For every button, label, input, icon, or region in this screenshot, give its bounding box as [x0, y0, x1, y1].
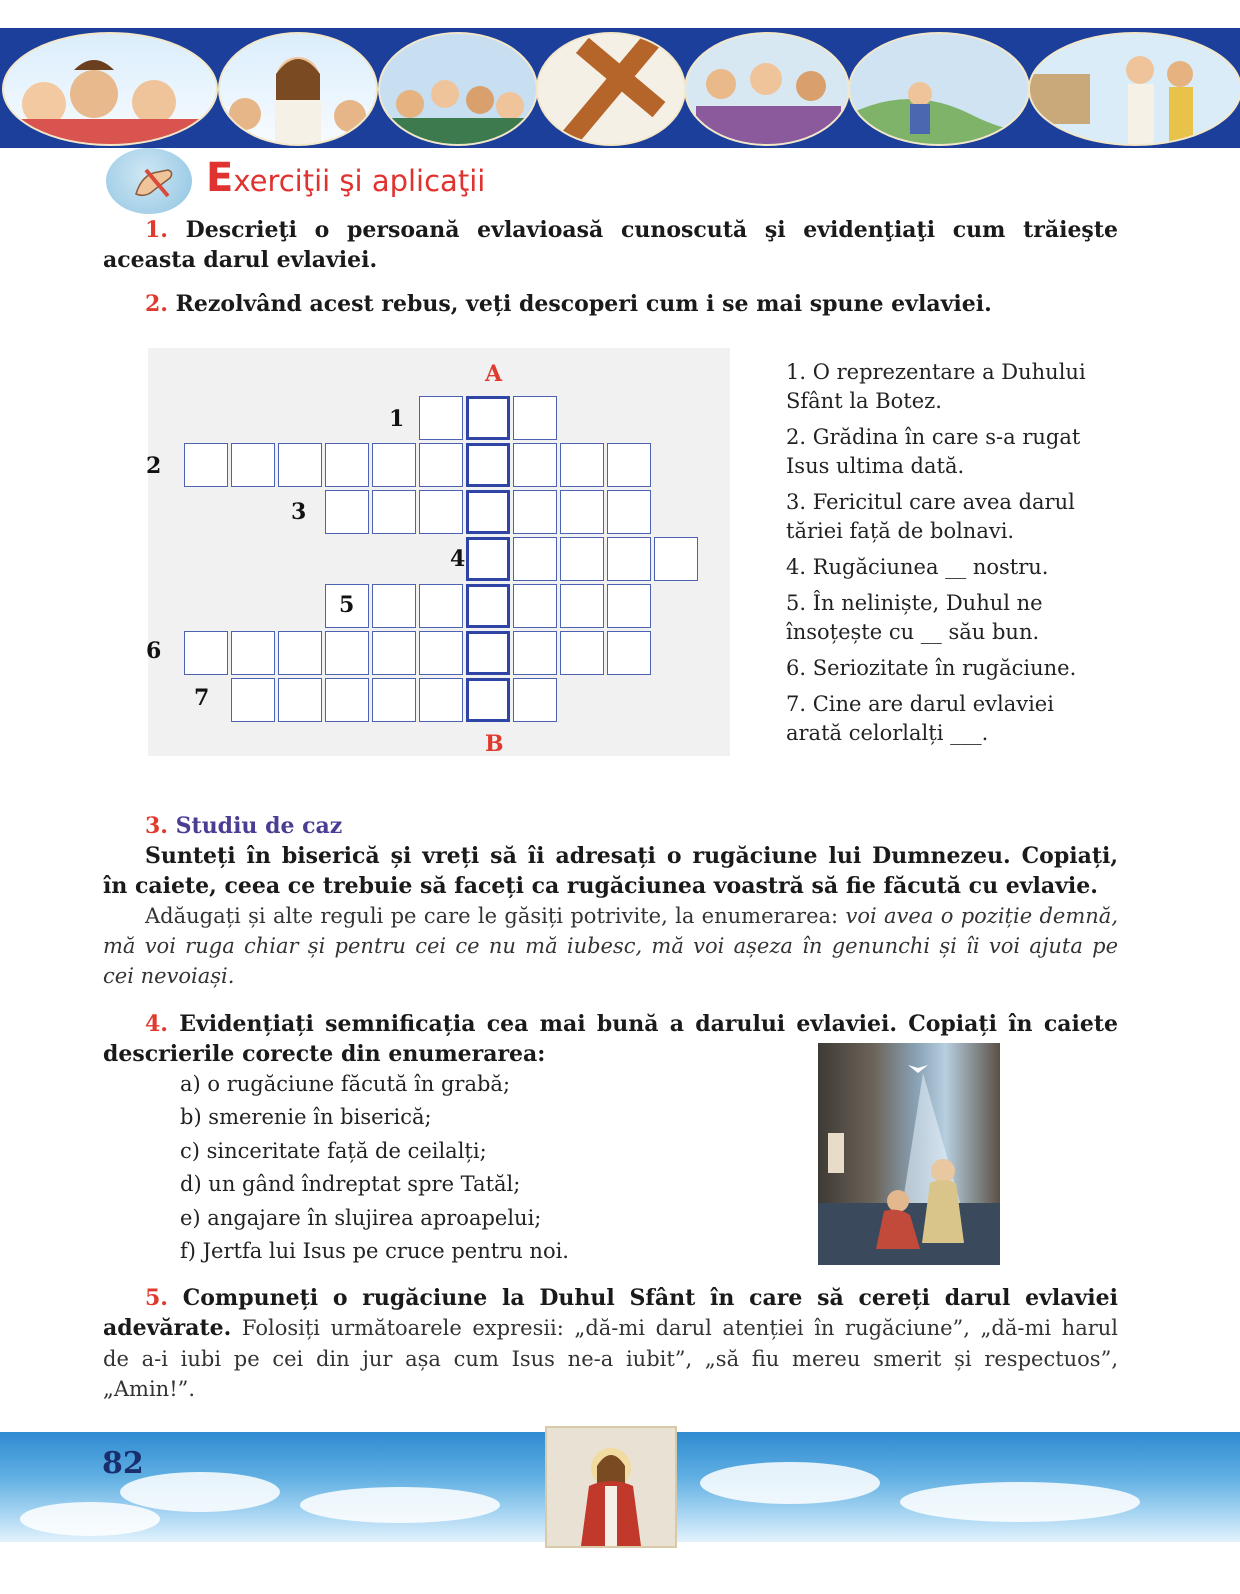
- crossword-cell[interactable]: [607, 584, 651, 628]
- clue-1: [786, 358, 1106, 416]
- clue-5-line-2: însoțește cu __ său bun.: [786, 620, 1040, 644]
- exercise-5-line-3: de a-i iubi pe cei din jur așa cum Isus ne-a iubit”, „să fiu mereu smerit și respectuos”,: [103, 1347, 1118, 1371]
- clue-7-line-1: 7. Cine are darul evlaviei: [786, 692, 1054, 716]
- exercise-5-line-4: „Amin!”.: [103, 1377, 196, 1401]
- section-title-initial: E: [206, 155, 234, 201]
- crossword-clues: [786, 358, 1106, 755]
- crossword-letter-b: B: [485, 731, 504, 757]
- crossword-cell[interactable]: [607, 631, 651, 675]
- section-title-rest: xerciţii şi aplicaţii: [233, 164, 486, 198]
- crossword-cell[interactable]: [560, 584, 604, 628]
- section-title: [206, 155, 485, 201]
- disciples-walking-illustration: [1028, 32, 1240, 146]
- exercise-5-number: 5.: [145, 1285, 168, 1311]
- exercise-4-number: 4.: [145, 1011, 168, 1037]
- exercise-3-italic-2: mă voi ruga chiar și pentru cei ce nu mă iubesc, mă voi așeza în genunchi și îi voi ajuta pe: [103, 934, 1118, 958]
- crossword-cell[interactable]: [372, 490, 416, 534]
- exercise-1-line-2: aceasta darul evlaviei.: [103, 247, 378, 273]
- crossword-number-4: 4: [450, 546, 466, 572]
- crossword-key-cell[interactable]: [466, 584, 510, 628]
- exercise-3-number: 3.: [145, 813, 168, 839]
- crossword-cell[interactable]: [513, 396, 557, 440]
- crossword-cell[interactable]: [372, 678, 416, 722]
- exercise-5-line-2-rest: Folosiți următoarele expresii: „dă-mi darul atenției în rugăciune”, „dă-mi harul: [231, 1316, 1118, 1340]
- clue-4: [786, 553, 1106, 582]
- crowd-illustration: [378, 32, 538, 146]
- exercise-2-text: Rezolvând acest rebus, veți descoperi cum i se mai spune evlaviei.: [175, 291, 992, 317]
- crossword-number-1: 1: [389, 406, 405, 432]
- clue-7-line-2: arată celorlalți ___.: [786, 721, 989, 745]
- crossword-number-2: 2: [146, 453, 162, 479]
- jesus-with-children-illustration: [218, 32, 378, 146]
- clue-5: [786, 589, 1106, 647]
- crossword-cell[interactable]: [419, 678, 463, 722]
- crossword-cell[interactable]: [184, 443, 228, 487]
- exercise-3-bold-line-1: Sunteți în biserică și vreți să îi adresați o rugăciune lui Dumnezeu. Copiați,: [145, 843, 1118, 869]
- crossword-cell[interactable]: [278, 678, 322, 722]
- exercise-4-option-f: f) Jertfa lui Isus pe cruce pentru noi.: [180, 1239, 569, 1263]
- exercise-2-number: 2.: [145, 291, 168, 317]
- cross-illustration: [536, 32, 686, 146]
- crossword-cell[interactable]: [278, 443, 322, 487]
- crossword-key-cell[interactable]: [466, 443, 510, 487]
- exercise-1: [103, 215, 1118, 275]
- crossword-cell[interactable]: [325, 678, 369, 722]
- crossword-cell[interactable]: [231, 443, 275, 487]
- crossword-number-3: 3: [291, 499, 307, 525]
- crossword-cell[interactable]: [419, 631, 463, 675]
- exercise-5-bold-line-2: adevărate.: [103, 1315, 232, 1341]
- crossword-cell[interactable]: [560, 537, 604, 581]
- crossword-cell[interactable]: [513, 490, 557, 534]
- crossword-letter-a: A: [485, 361, 503, 387]
- crossword-cell[interactable]: [419, 584, 463, 628]
- crossword-cell[interactable]: [372, 584, 416, 628]
- exercise-3-title: Studiu de caz: [175, 813, 343, 839]
- page-number: 82: [102, 1446, 144, 1481]
- crossword-cell[interactable]: [513, 584, 557, 628]
- exercise-5: [103, 1283, 1118, 1404]
- crossword-key-cell[interactable]: [466, 396, 510, 440]
- clue-6: [786, 654, 1106, 683]
- clue-2: [786, 423, 1106, 481]
- exercise-3-bold-line-2: în caiete, ceea ce trebuie să faceți ca rugăciunea voastră să fie făcută cu evlavie.: [103, 873, 1098, 899]
- crossword-cell[interactable]: [372, 631, 416, 675]
- clue-3-line-2: tăriei față de bolnavi.: [786, 519, 1015, 543]
- crossword-number-5: 5: [339, 592, 355, 618]
- crossword-cell[interactable]: [231, 631, 275, 675]
- crossword-cell[interactable]: [325, 631, 369, 675]
- landscape-illustration: [848, 32, 1030, 146]
- exercise-3-normal-text: Adăugați și alte reguli pe care le găsiți potrivite, la enumerarea:: [145, 904, 846, 928]
- clue-2-line-2: Isus ultima dată.: [786, 454, 965, 478]
- exercise-1-number: 1.: [145, 217, 168, 243]
- last-supper-illustration: [684, 32, 850, 146]
- exercise-3: [103, 811, 1118, 991]
- crossword-cell[interactable]: [654, 537, 698, 581]
- clue-1-line-2: Sfânt la Botez.: [786, 389, 942, 413]
- crossword-cell[interactable]: [607, 490, 651, 534]
- crossword-cell[interactable]: [560, 631, 604, 675]
- clue-3: [786, 488, 1106, 546]
- crossword-cell[interactable]: [560, 443, 604, 487]
- exercise-4-option-c: c) sinceritate față de ceilalți;: [180, 1139, 487, 1163]
- exercise-3-italic-3: cei nevoiași.: [103, 964, 235, 988]
- crossword-cell[interactable]: [607, 537, 651, 581]
- exercise-2: [103, 289, 1118, 319]
- crossword-number-6: 6: [146, 638, 162, 664]
- exercise-3-italic-1: voi avea o poziție demnă,: [845, 904, 1118, 928]
- crossword-cell[interactable]: [419, 490, 463, 534]
- clue-3-line-1: 3. Fericitul care avea darul: [786, 490, 1075, 514]
- clue-4-line-1: 4. Rugăciunea __ nostru.: [786, 555, 1049, 579]
- crossword-cell[interactable]: [513, 678, 557, 722]
- exercise-4-option-a: a) o rugăciune făcută în grabă;: [180, 1072, 511, 1096]
- crossword-cell[interactable]: [372, 443, 416, 487]
- hand-writing-icon: [106, 148, 192, 214]
- crossword-cell[interactable]: [278, 631, 322, 675]
- clue-2-line-1: 2. Grădina în care s-a rugat: [786, 425, 1081, 449]
- crossword-number-7: 7: [194, 685, 210, 711]
- children-illustration: [2, 32, 218, 146]
- crossword-key-cell[interactable]: [466, 631, 510, 675]
- clue-1-line-1: 1. O reprezentare a Duhului: [786, 360, 1086, 384]
- top-illustration-banner: [0, 28, 1240, 148]
- crossword-cell[interactable]: [325, 490, 369, 534]
- clue-6-line-1: 6. Seriozitate în rugăciune.: [786, 656, 1077, 680]
- crossword-cell[interactable]: [513, 631, 557, 675]
- prayer-illustration: [818, 1043, 1000, 1265]
- crossword-cell[interactable]: [513, 443, 557, 487]
- exercise-4-option-e: e) angajare în slujirea aproapelui;: [180, 1206, 542, 1230]
- crossword-cell[interactable]: [419, 443, 463, 487]
- crossword-cell[interactable]: [231, 678, 275, 722]
- exercise-4-line-2: descrierile corecte din enumerarea:: [103, 1041, 546, 1067]
- crossword-cell[interactable]: [560, 490, 604, 534]
- crossword-cell[interactable]: [513, 537, 557, 581]
- crossword-key-cell[interactable]: [466, 678, 510, 722]
- clue-7: [786, 690, 1106, 748]
- exercise-4-option-b: b) smerenie în biserică;: [180, 1105, 432, 1129]
- crossword-cell[interactable]: [607, 443, 651, 487]
- crossword-cell[interactable]: [184, 631, 228, 675]
- exercise-4-option-d: d) un gând îndreptat spre Tatăl;: [180, 1172, 521, 1196]
- exercise-4-line-1: Evidențiați semnificația cea mai bună a darului evlaviei. Copiați în caiete: [179, 1011, 1118, 1037]
- clue-5-line-1: 5. În neliniște, Duhul ne: [786, 591, 1043, 615]
- crossword-key-cell[interactable]: [466, 537, 510, 581]
- exercise-5-bold-line-1: Compuneți o rugăciune la Duhul Sfânt în care să cereți darul evlaviei: [182, 1285, 1118, 1311]
- jesus-footer-illustration: [545, 1426, 677, 1548]
- crossword-key-cell[interactable]: [466, 490, 510, 534]
- exercise-1-line-1: Descrieţi o persoană evlavioasă cunoscută şi evidenţiaţi cum trăieşte: [185, 217, 1118, 243]
- crossword-cell[interactable]: [325, 443, 369, 487]
- crossword-cell[interactable]: [419, 396, 463, 440]
